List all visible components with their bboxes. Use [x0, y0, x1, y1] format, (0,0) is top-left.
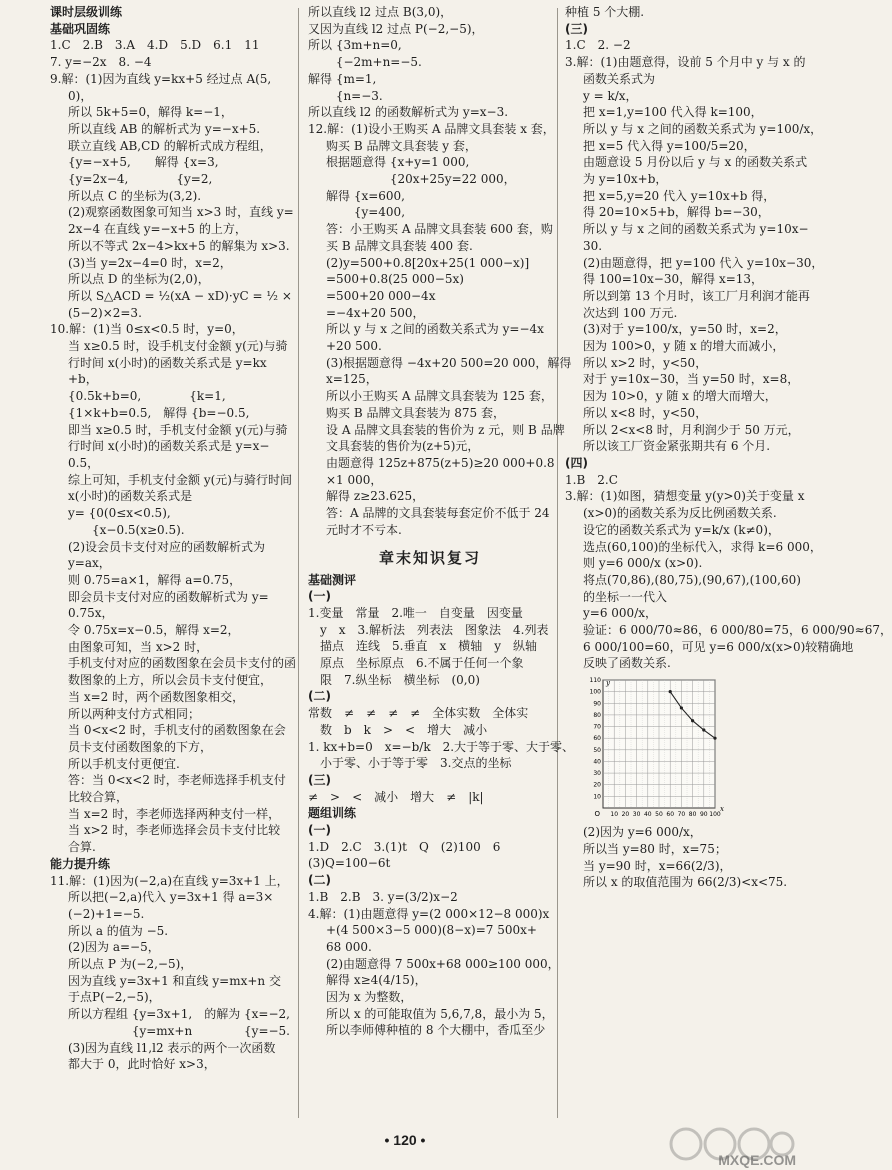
text-line: (2)因为 y=6 000/x， — [583, 825, 702, 840]
text-line: 所以直线 l2 的函数解析式为 y=x−3. — [308, 105, 509, 120]
text-line: 所以点 D 的坐标为(2,0)， — [68, 272, 210, 287]
text-line: 即会员卡支付对应的函数解析式为 y= — [68, 589, 269, 604]
y-tick-label: 80 — [593, 712, 601, 720]
text-line: 所以直线 AB 的解析式为 y=−x+5. — [68, 121, 261, 136]
text-line: 把 x=1,y=100 代入得 k=100， — [583, 105, 763, 120]
text-line: 函数关系式为 — [583, 71, 656, 86]
text-line: y x 3.解析法 列表法 图象法 4.列表 — [308, 622, 549, 637]
text-line: 所以 {3m+n=0, — [308, 38, 402, 53]
column-left — [50, 4, 297, 1073]
text-line: 10.解：(1)当 0≤x<0.5 时，y=0， — [50, 322, 244, 337]
text-line: ≠ > < 减小 增大 ≠ |k| — [308, 789, 484, 804]
text-line: 设 A 品牌文具套装的售价为 z 元，则 B 品牌 — [326, 422, 565, 437]
x-tick-label: 70 — [677, 811, 686, 819]
text-line: 由题意得 125z+875(z+5)≥20 000+0.8 — [326, 455, 555, 470]
text-line: 因为 x 为整数， — [326, 990, 413, 1005]
text-line: 手机支付对应的函数图象在会员卡支付的函 — [68, 656, 297, 671]
text-line: 所以 y 与 x 之间的函数关系式为 y=−4x — [326, 322, 544, 337]
text-line: 所以小王购买 A 品牌文具套装为 125 套， — [326, 389, 553, 404]
data-point — [669, 690, 672, 693]
data-point — [702, 729, 705, 732]
text-line: 买 B 品牌文具套装 400 套. — [326, 238, 473, 253]
column-right-top — [565, 4, 892, 672]
column-right — [565, 4, 892, 891]
text-line: 根据题意得 {x+y=1 000, — [326, 155, 470, 170]
text-line: 30. — [583, 238, 603, 253]
section-heading: (三) — [565, 21, 588, 36]
text-line: 所以 2<x<8 时，月利润少于 50 万元， — [583, 422, 800, 437]
text-line: x=125， — [326, 372, 378, 387]
text-line: {y=400, — [326, 205, 406, 220]
text-line: 解得 {m=1, — [308, 71, 377, 86]
text-line: 所以 y 与 x 之间的函数关系式为 y=100/x， — [583, 121, 823, 136]
text-line: 综上可知，手机支付金额 y(元)与骑行时间 — [68, 472, 292, 487]
text-line: 7. y=−2x 8. −4 — [50, 55, 152, 70]
column-right-bottom — [565, 824, 803, 891]
text-line: 购买 B 品牌文具套装 y 套， — [326, 138, 477, 153]
section-heading: 基础巩固练 — [50, 21, 111, 36]
text-line: +20 500. — [326, 339, 382, 354]
text-line: (2)观察函数图象可知当 x>3 时，直线 y= — [68, 205, 294, 220]
text-line: ×1 000， — [326, 472, 383, 487]
text-line: 则 0.75=a×1，解得 a=0.75， — [68, 572, 242, 587]
text-line: 限 7.纵坐标 横坐标 (0,0) — [308, 672, 480, 687]
text-line: 又因为直线 l2 过点 P(−2,−5)， — [308, 21, 484, 36]
text-line: 解得 z≥23.625， — [326, 489, 425, 504]
text-line: 3.解：(1)由题意得，设前 5 个月中 y 与 x 的 — [565, 55, 806, 70]
text-line: {y=−x+5, 解得 {x=3, — [68, 155, 219, 170]
text-line: 3.解：(1)如图，猜想变量 y(y>0)关于变量 x — [565, 489, 805, 504]
text-line: (2)由题意得，把 y=100 代入 y=10x−30， — [583, 255, 824, 270]
text-line: 购买 B 品牌文具套装为 875 套， — [326, 405, 505, 420]
text-line: 所以 a 的值为 −5. — [68, 923, 169, 938]
text-line: (3)根据题意得 −4x+20 500=20 000，解得 — [326, 355, 572, 370]
text-line: =−4x+20 500， — [326, 305, 425, 320]
text-line: 为 y=10x+b， — [583, 172, 668, 187]
text-line: 0)， — [68, 88, 93, 103]
text-line: 于点P(−2,−5)， — [68, 990, 161, 1005]
text-line: 0.5， — [68, 455, 100, 470]
y-tick-label: 100 — [589, 688, 601, 696]
text-line: 合算. — [68, 840, 96, 855]
text-line: (−2)+1=−5. — [68, 906, 145, 921]
x-tick-label: 10 — [610, 811, 619, 819]
text-line: 对于 y=10x−30，当 y=50 时，x=8， — [583, 372, 800, 387]
x-tick-label: 80 — [688, 811, 697, 819]
text-line: 1.B 2.B 3. y=(3/2)x−2 — [308, 889, 458, 904]
section-heading: 题组训练 — [308, 806, 357, 821]
text-line: 由图象可知，当 x>2 时， — [68, 639, 209, 654]
watermark-text: MXQE.COM — [718, 1152, 796, 1168]
text-line: (3)Q=100−6t — [308, 856, 391, 871]
text-line: y=6 000/x， — [583, 606, 657, 621]
text-line: 则 y=6 000/x (x>0). — [583, 556, 703, 571]
text-line: 所以该工厂资金紧张期共有 6 个月. — [583, 439, 771, 454]
text-line: 9.解：(1)因为直线 y=kx+5 经过点 A(5, — [50, 71, 272, 86]
section-heading: (三) — [308, 772, 331, 787]
text-line: 1.B 2.C — [565, 472, 618, 487]
text-line: 反映了函数关系. — [583, 656, 671, 671]
text-line: 描点 连线 5.垂直 x 横轴 y 纵轴 — [308, 639, 537, 654]
column-divider — [557, 8, 558, 1118]
text-line: 行时间 x(小时)的函数关系式是 y=kx — [68, 355, 267, 370]
data-point — [680, 706, 683, 709]
text-line: (2)因为 a=−5， — [68, 940, 160, 955]
text-line: 设它的函数关系式为 y=k/x (k≠0)， — [583, 522, 780, 537]
section-heading: (二) — [308, 873, 331, 888]
text-line: 当 0<x<2 时，手机支付的函数图象在会 — [68, 723, 286, 738]
text-line: 把 x=5 代入得 y=100/5=20， — [583, 138, 756, 153]
text-line: 所以点 P 为(−2,−5)， — [68, 957, 193, 972]
y-tick-label: 20 — [593, 781, 601, 789]
text-line: 所以手机支付更便宜. — [68, 756, 180, 771]
text-line: 所以两种支付方式相同； — [68, 706, 201, 721]
x-tick-label: 40 — [643, 811, 652, 819]
section-heading: 能力提升练 — [50, 856, 111, 871]
text-line: 令 0.75x=x−0.5，解得 x=2， — [68, 623, 240, 638]
text-line: 0.75x， — [68, 606, 114, 621]
text-line: {n=−3. — [308, 88, 383, 103]
text-line: 行时间 x(小时)的函数关系式是 y=x− — [68, 439, 270, 454]
x-tick-label: 20 — [621, 811, 630, 819]
text-line: 所以当 y=80 时，x=75； — [583, 841, 727, 856]
text-line: 因为 100>0，y 随 x 的增大而减小， — [583, 339, 785, 354]
text-line: 当 y=90 时，x=66(2/3)， — [583, 858, 732, 873]
text-line: 所以 x<8 时，y<50， — [583, 405, 708, 420]
section-heading: (一) — [308, 823, 331, 838]
text-line: {1×k+b=0.5, 解得 {b=−0.5, — [68, 405, 250, 420]
column-middle — [308, 4, 575, 1039]
text-line: (2)y=500+0.8[20x+25(1 000−x)] — [326, 255, 530, 270]
text-line: (5−2)×2=3. — [68, 305, 142, 320]
text-line: y= {0(0≤x<0.5), — [68, 506, 171, 521]
text-line: {20x+25y=22 000， — [326, 172, 516, 187]
x-tick-label: 100 — [709, 811, 721, 819]
text-line: 1.变量 常量 2.唯一 自变量 因变量 — [308, 605, 523, 620]
text-line: 所以 x>2 时，y<50， — [583, 355, 708, 370]
section-heading: 课时层级训练 — [50, 5, 123, 19]
text-line: 所以 y 与 x 之间的函数关系式为 y=10x− — [583, 222, 809, 237]
inverse-proportion-graph — [585, 674, 725, 822]
text-line: {y=mx+n {y=−5. — [68, 1023, 291, 1038]
text-line: 元时才不亏本. — [326, 522, 402, 537]
text-line: 因为 10>0，y 随 x 的增大而增大， — [583, 389, 777, 404]
text-line: 当 x=2 时，李老师选择两种支付一样， — [68, 806, 281, 821]
text-line: 答：A 品牌的文具套装每套定价不低于 24 — [326, 506, 550, 521]
text-line: 1.C 2. −2 — [565, 38, 631, 53]
text-line: 都大于 0，此时恰好 x>3， — [68, 1057, 216, 1072]
text-line: 4.解：(1)由题意得 y=(2 000×12−8 000)x — [308, 906, 550, 921]
text-line: y=ax， — [68, 556, 111, 571]
text-line: x(小时)的函数关系式是 — [68, 489, 193, 504]
y-axis-label: y — [606, 679, 610, 688]
text-line: 所以直线 l2 过点 B(3,0)， — [308, 5, 453, 19]
text-line: 因为直线 y=3x+1 和直线 y=mx+n 交 — [68, 973, 281, 988]
page-number: • 120 • — [384, 1132, 426, 1148]
text-line: 比较合算， — [68, 790, 129, 805]
x-axis-label: x — [720, 805, 724, 814]
text-line: 答：小王购买 A 品牌文具套装 600 套，购 — [326, 222, 553, 237]
y-tick-label: 40 — [593, 758, 601, 766]
text-line: 文具套装的售价为(z+5)元， — [326, 439, 480, 454]
text-line: 1.D 2.C 3.(1)t Q (2)100 6 — [308, 839, 501, 854]
data-point — [691, 719, 694, 722]
text-line: 所以 S△ACD = ½(xA − xD)·yC = ½ × — [68, 288, 292, 303]
text-line: {−2m+n=−5. — [308, 55, 422, 70]
text-line: 原点 坐标原点 6.不属于任何一个象 — [308, 656, 524, 671]
text-line: 所以到第 13 个月时，该工厂月利润才能再 — [583, 288, 810, 303]
text-line: 小于零、小于等于零 3.交点的坐标 — [308, 756, 512, 771]
x-tick-label: 60 — [666, 811, 675, 819]
text-line: (2)设会员卡支付对应的函数解析式为 — [68, 539, 265, 554]
y-tick-label: 50 — [593, 746, 601, 754]
text-line: =500+0.8(25 000−5x) — [326, 272, 464, 287]
text-line: 11.解：(1)因为(−2,a)在直线 y=3x+1 上， — [50, 873, 289, 888]
x-tick-label: 30 — [632, 811, 641, 819]
text-line: 所以点 C 的坐标为(3,2). — [68, 188, 202, 203]
text-line: 所以方程组 {y=3x+1, 的解为 {x=−2, — [68, 1007, 290, 1022]
text-line: =500+20 000−4x — [326, 288, 436, 303]
text-line: 1.C 2.B 3.A 4.D 5.D 6.1 11 — [50, 38, 260, 53]
text-line: 次达到 100 万元. — [583, 305, 678, 320]
text-line: 所以李师傅种植的 8 个大棚中，香瓜至少 — [326, 1023, 546, 1038]
text-line: 数图象的上方，所以会员卡支付便宜， — [68, 673, 273, 688]
text-line: 由题意设 5 月份以后 y 与 x 的函数关系式 — [583, 155, 808, 170]
text-line: 12.解：(1)设小王购买 A 品牌文具套装 x 套， — [308, 121, 555, 136]
text-line: (3)当 y=2x−4=0 时，x=2， — [68, 255, 232, 270]
text-line: {y=2x−4, {y=2, — [68, 172, 213, 187]
text-line: 把 x=5,y=20 代入 y=10x+b 得， — [583, 188, 776, 203]
text-line: 选点(60,100)的坐标代入，求得 k=6 000， — [583, 539, 822, 554]
section-heading: (二) — [308, 689, 331, 704]
text-line: 当 x>2 时，李老师选择会员卡支付比较 — [68, 823, 281, 838]
text-line: 所以 x 的可能取值为 5,6,7,8，最小为 5， — [326, 1006, 554, 1021]
text-line: (2)由题意得 7 500x+68 000≥100 000， — [326, 956, 560, 971]
text-line: {x−0.5(x≥0.5). — [68, 522, 185, 537]
section-heading: (一) — [308, 589, 331, 604]
text-line: +(4 500×3−5 000)(8−x)=7 500x+ — [326, 923, 537, 938]
text-line: 常数 ≠ ≠ ≠ ≠ 全体实数 全体实 — [308, 706, 529, 721]
text-line: 得 20=10×5+b，解得 b=−30， — [583, 205, 770, 220]
text-line: (x>0)的函数关系为反比例函数关系. — [583, 506, 777, 521]
y-tick-label: 70 — [593, 723, 601, 731]
text-line: 种植 5 个大棚. — [565, 5, 645, 19]
text-line: 答：当 0<x<2 时，李老师选择手机支付 — [68, 773, 286, 788]
section-heading: (四) — [565, 455, 588, 470]
text-line: y = k/x， — [583, 88, 638, 103]
y-tick-label: 60 — [593, 735, 601, 743]
text-line: 联立直线 AB,CD 的解析式成方程组， — [68, 138, 272, 153]
text-line: (3)对于 y=100/x，y=50 时，x=2， — [583, 322, 787, 337]
text-line: 数 b k > < 增大 减小 — [308, 722, 488, 737]
text-line: 当 x=2 时，两个函数图象相交， — [68, 689, 245, 704]
text-line: 2x−4 在直线 y=−x+5 的上方， — [68, 222, 247, 237]
text-line: 所以 x 的取值范围为 66(2/3)<x<75. — [583, 875, 788, 890]
text-line: 所以不等式 2x−4>kx+5 的解集为 x>3. — [68, 238, 290, 253]
text-line: 将点(70,86),(80,75),(90,67),(100,60) — [583, 572, 801, 587]
text-line: 解得 x≥4(4/15)， — [326, 973, 427, 988]
text-line: 68 000. — [326, 939, 372, 954]
y-tick-label: 90 — [593, 700, 601, 708]
text-line: {0.5k+b=0, {k=1, — [68, 389, 226, 404]
text-line: 的坐标一一代入 — [583, 589, 668, 604]
text-line: 所以把(−2,a)代入 y=3x+1 得 a=3× — [68, 890, 274, 905]
text-line: 验证：6 000/70≈86，6 000/80=75，6 000/90≈67， — [583, 623, 892, 638]
chapter-title: 章末知识复习 — [378, 548, 481, 567]
text-line: 得 100=10x−30，解得 x=13， — [583, 272, 764, 287]
y-tick-label: 110 — [589, 677, 601, 685]
y-tick-label: 10 — [593, 793, 601, 801]
text-line: (3)因为直线 l1,l2 表示的两个一次函数 — [68, 1040, 276, 1055]
data-point — [713, 737, 716, 740]
text-line: 1. kx+b=0 x=−b/k 2.大于等于零、大于零、 — [308, 739, 575, 754]
text-line: 员卡支付函数图象的下方， — [68, 739, 213, 754]
section-heading: 基础测评 — [308, 572, 357, 587]
column-divider — [298, 8, 299, 1118]
y-tick-label: 30 — [593, 770, 601, 778]
x-tick-label: 50 — [655, 811, 663, 819]
text-line: 当 x≥0.5 时，设手机支付金额 y(元)与骑 — [68, 339, 288, 354]
text-line: 所以 5k+5=0，解得 k=−1， — [68, 105, 233, 120]
x-tick-label: 90 — [699, 811, 708, 819]
text-line: +b， — [68, 372, 98, 387]
origin-label: O — [594, 810, 600, 819]
text-line: 即当 x≥0.5 时，手机支付金额 y(元)与骑 — [68, 422, 288, 437]
text-line: 6 000/100=60，可见 y=6 000/x(x>0)较精确地 — [583, 639, 854, 654]
text-line: 解得 {x=600, — [326, 188, 405, 203]
